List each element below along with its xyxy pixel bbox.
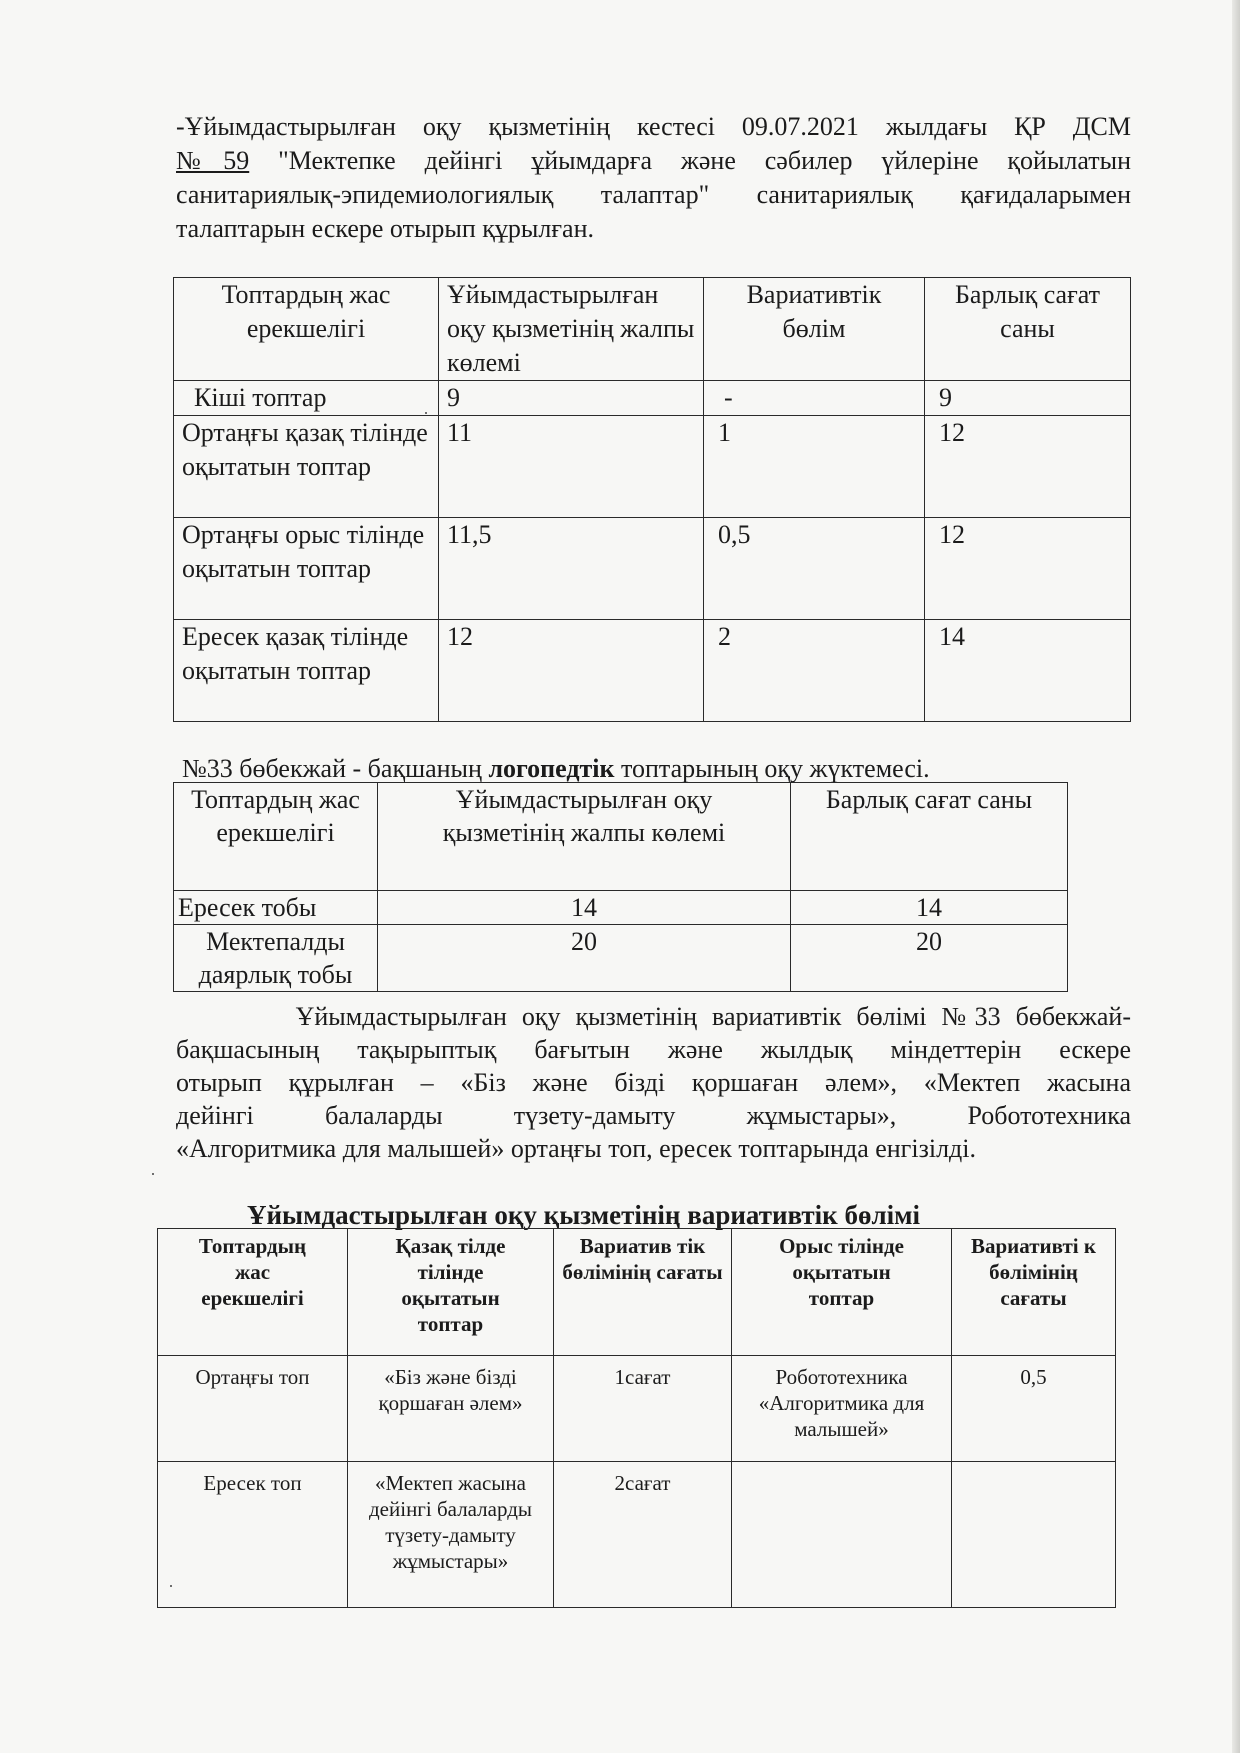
caption2-after: топтарының оқу жүктемесі. bbox=[614, 754, 930, 783]
speech-therapy-caption bbox=[182, 752, 930, 786]
intro-line-4: талаптарын ескере отырып құрылған. bbox=[176, 214, 594, 243]
intro-line-2-text: "Мектепке дейінгі ұйымдарға және сәбилер үйлеріне қойылатын bbox=[278, 146, 1132, 175]
load-table bbox=[173, 277, 1131, 722]
cell-kz-hours: 2сағат bbox=[554, 1462, 732, 1608]
header-total-hours: Барлық сағат саны bbox=[791, 783, 1068, 891]
caption2-bold: логопедтік bbox=[488, 754, 615, 783]
para2-line-3: отырып құрылған – «Біз және бізді қоршаған әлем», «Мектеп жасына bbox=[176, 1068, 1131, 1097]
cell-group: Ересек қазақ тілінде оқытатын топтар bbox=[174, 620, 439, 722]
header-age-groups: Топтардың жас ерекшелігі bbox=[174, 783, 378, 891]
table-row bbox=[158, 1356, 1116, 1462]
cell-group: Ересек топ bbox=[158, 1462, 348, 1608]
para2-line-4: дейінгі балаларды түзету-дамыту жұмыстары», Робототехника bbox=[176, 1101, 1131, 1130]
cell-ru-program: Робототехника «Алгоритмика для малышей» bbox=[732, 1356, 952, 1462]
page-edge bbox=[1232, 0, 1240, 1753]
cell-total: 20 bbox=[378, 925, 791, 992]
speech-therapy-table bbox=[173, 782, 1068, 992]
cell-group: Ортаңғы топ bbox=[158, 1356, 348, 1462]
cell-variative: 0,5 bbox=[704, 518, 925, 620]
cell-group: Кіші топтар bbox=[174, 381, 439, 416]
table-header-row bbox=[158, 1229, 1116, 1356]
para2-line-5: «Алгоритмика для малышей» ортаңғы топ, ересек топтарында енгізілді. bbox=[176, 1134, 976, 1163]
cell-variative: 2 bbox=[704, 620, 925, 722]
cell-total: 12 bbox=[439, 620, 704, 722]
table-row bbox=[174, 925, 1068, 992]
table-header-row bbox=[174, 278, 1131, 381]
intro-line-3: санитариялық-эпидемиологиялық талаптар" санитариялық қағидаларымен bbox=[176, 180, 1131, 209]
scan-speck bbox=[170, 1585, 172, 1587]
table-row bbox=[174, 518, 1131, 620]
cell-kz-hours: 1сағат bbox=[554, 1356, 732, 1462]
cell-hours: 9 bbox=[925, 381, 1131, 416]
intro-line-2 bbox=[176, 144, 1131, 178]
header-kazakh-groups: Қазақ тілде тілінде оқытатын топтар bbox=[348, 1229, 554, 1356]
cell-total: 11 bbox=[439, 416, 704, 518]
table-row bbox=[174, 620, 1131, 722]
table-header-row bbox=[174, 783, 1068, 891]
cell-group: Ортаңғы орыс тілінде оқытатын топтар bbox=[174, 518, 439, 620]
cell-hours: 14 bbox=[925, 620, 1131, 722]
header-variative-hours-kz: Вариатив тік бөлімінің сағаты bbox=[554, 1229, 732, 1356]
cell-total: 11,5 bbox=[439, 518, 704, 620]
header-variative: Вариативтік бөлім bbox=[704, 278, 925, 381]
variative-table-caption: Ұйымдастырылған оқу қызметінің вариативтік бөлімі bbox=[247, 1200, 921, 1230]
cell-variative: 1 bbox=[704, 416, 925, 518]
table-row bbox=[174, 891, 1068, 925]
header-total-volume: Ұйымдастырылған оқу қызметінің жалпы көлемі bbox=[439, 278, 704, 381]
variative-table bbox=[157, 1228, 1116, 1608]
table-row bbox=[158, 1462, 1116, 1608]
cell-total: 9 bbox=[439, 381, 704, 416]
cell-kz-program: «Мектеп жасына дейінгі балаларды түзету-дамыту жұмыстары» bbox=[348, 1462, 554, 1608]
intro-line-1: -Ұйымдастырылған оқу қызметінің кестесі 09.07.2021 жылдағы ҚР ДСМ bbox=[176, 112, 1131, 141]
cell-hours: 12 bbox=[925, 416, 1131, 518]
header-total-volume: Ұйымдастырылған оқу қызметінің жалпы көлемі bbox=[378, 783, 791, 891]
table-row bbox=[174, 416, 1131, 518]
cell-ru-hours bbox=[952, 1462, 1116, 1608]
header-variative-hours-ru: Вариативті к бөлімінің сағаты bbox=[952, 1229, 1116, 1356]
scan-speck bbox=[152, 1173, 154, 1175]
variative-paragraph bbox=[176, 1000, 1131, 1165]
cell-ru-program bbox=[732, 1462, 952, 1608]
cell-hours: 20 bbox=[791, 925, 1068, 992]
order-ref: №59 bbox=[176, 146, 250, 175]
cell-group: Ортаңғы қазақ тілінде оқытатын топтар bbox=[174, 416, 439, 518]
cell-total: 14 bbox=[378, 891, 791, 925]
caption2-before: №33 бөбекжай - бақшаның bbox=[182, 754, 489, 783]
cell-group: Мектепалды даярлық тобы bbox=[174, 925, 378, 992]
scan-speck bbox=[425, 412, 427, 414]
cell-group: Ересек тобы bbox=[174, 891, 378, 925]
para2-line-1: Ұйымдастырылған оқу қызметінің вариативтік бөлімі №33 бөбекжай- bbox=[176, 1002, 1131, 1031]
header-age-groups: Топтардың жас ерекшелігі bbox=[158, 1229, 348, 1356]
header-russian-groups: Орыс тілінде оқытатын топтар bbox=[732, 1229, 952, 1356]
header-total-hours: Барлық сағат саны bbox=[925, 278, 1131, 381]
table-row bbox=[174, 381, 1131, 416]
cell-hours: 12 bbox=[925, 518, 1131, 620]
cell-variative: - bbox=[704, 381, 925, 416]
cell-ru-hours: 0,5 bbox=[952, 1356, 1116, 1462]
para2-line-2: бақшасының тақырыптық бағытын және жылдық міндеттерін ескере bbox=[176, 1035, 1131, 1064]
cell-kz-program: «Біз және бізді қоршаған әлем» bbox=[348, 1356, 554, 1462]
intro-paragraph bbox=[176, 110, 1131, 246]
header-age-groups: Топтардың жас ерекшелігі bbox=[174, 278, 439, 381]
cell-hours: 14 bbox=[791, 891, 1068, 925]
